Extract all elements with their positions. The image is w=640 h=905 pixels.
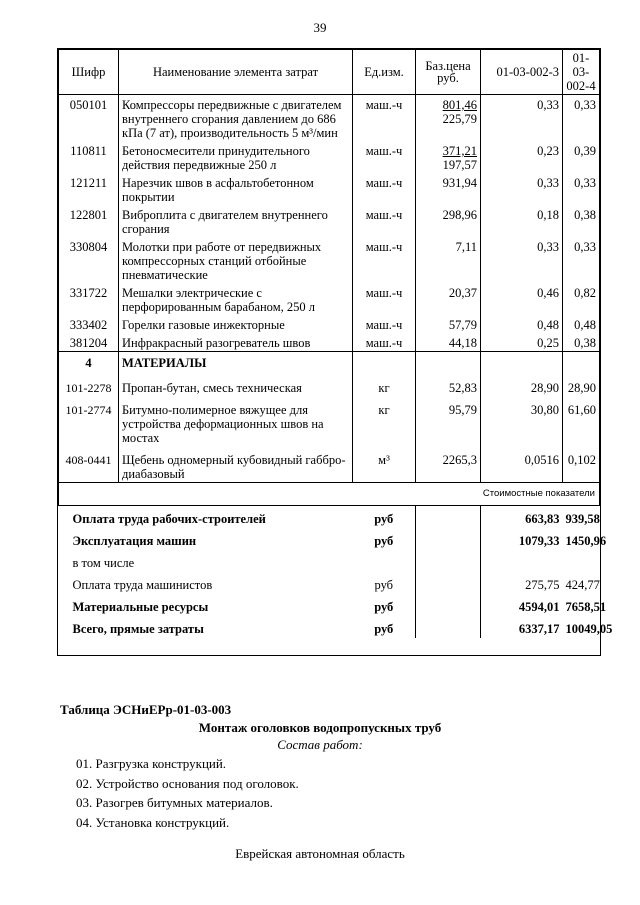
- row-price-value: 44,18: [448, 336, 477, 350]
- works-item: 04. Установка конструкций.: [76, 814, 230, 830]
- row-price-value: 371,21: [442, 144, 477, 158]
- row-value-4: 0,39: [563, 141, 600, 173]
- table-row: [59, 333, 600, 352]
- row-unit: кг: [353, 374, 416, 396]
- col-header-price: Баз.цена руб.: [416, 50, 481, 95]
- row-code: 101-2278: [59, 374, 119, 396]
- works-list: [76, 754, 299, 832]
- row-value-4: 0,33: [563, 237, 600, 283]
- row-price: [416, 333, 481, 352]
- table-row: [59, 396, 600, 446]
- table-row: [59, 95, 600, 142]
- row-price: 52,83: [416, 374, 481, 396]
- row-code: 122801: [59, 205, 119, 237]
- summary-label: Оплата труда рабочих-строителей: [72, 511, 266, 526]
- row-value-4: 0,82: [563, 283, 600, 315]
- table-row: [59, 283, 600, 315]
- row-name: Виброплита с двигателем внутреннего сгорания: [119, 205, 353, 237]
- row-name: Инфракрасный разогреватель швов: [119, 333, 353, 352]
- row-name: Горелки газовые инжекторные: [119, 315, 353, 333]
- table-row: [59, 374, 600, 396]
- table-row: [59, 446, 600, 483]
- summary-value-4: 939,58: [565, 511, 600, 526]
- summary-label: Всего, прямые затраты: [72, 621, 204, 636]
- row-code: 381204: [59, 333, 119, 352]
- row-name: Молотки при работе от передвижных компрессорных станций отбойные пневматические: [119, 237, 353, 283]
- row-name: Пропан-бутан, смесь техническая: [119, 374, 353, 396]
- row-value-3: 28,90: [481, 374, 563, 396]
- section-code: 4: [59, 352, 119, 374]
- row-name: Нарезчик швов в асфальтобетонном покрытии: [119, 173, 353, 205]
- row-unit: маш.-ч: [353, 237, 416, 283]
- summary-label: в том числе: [72, 555, 135, 570]
- summary-row: [59, 505, 600, 528]
- summary-value-4: 424,77: [565, 577, 600, 592]
- row-code: 331722: [59, 283, 119, 315]
- section-name: МАТЕРИАЛЫ: [119, 352, 353, 374]
- col-header-v4: 01-03-002-4: [563, 50, 600, 95]
- table-row: [59, 237, 600, 283]
- row-value-3: 0,33: [481, 95, 563, 142]
- row-name: Бетоносмесители принудительного действия передвижные 250 л: [119, 141, 353, 173]
- row-value-4: 0,33: [563, 95, 600, 142]
- row-price-value: 931,94: [442, 176, 477, 190]
- table-title: Таблица ЭСНиЕРр-01-03-003: [60, 702, 232, 717]
- works-item: 01. Разгрузка конструкций.: [76, 756, 227, 771]
- table-subtitle: Монтаж оголовков водопропускных труб: [198, 720, 442, 735]
- summary-unit: руб: [374, 599, 394, 614]
- summary-unit: руб: [374, 621, 394, 636]
- row-price-secondary: 197,57: [442, 158, 477, 172]
- row-value-3: 0,33: [481, 237, 563, 283]
- works-item: 02. Устройство основания под оголовок.: [76, 775, 299, 791]
- row-price-value: 20,37: [448, 286, 477, 300]
- cost-label-row: [59, 482, 600, 505]
- col-header-name: Наименование элемента затрат: [119, 50, 353, 95]
- summary-unit: [353, 550, 416, 572]
- summary-price: [416, 528, 481, 550]
- row-unit: маш.-ч: [353, 95, 416, 142]
- summary-label: Эксплуатация машин: [72, 533, 197, 548]
- row-code: 101-2774: [59, 396, 119, 446]
- table-row: [59, 173, 600, 205]
- table-row: [59, 205, 600, 237]
- summary-row: [59, 528, 600, 550]
- summary-value-4: [563, 550, 600, 572]
- summary-value-4: 10049,05: [565, 621, 613, 636]
- row-name: Щебень одномерный кубовидный габбро-диабазовый: [119, 446, 353, 483]
- row-price-value: 298,96: [442, 208, 477, 222]
- row-value-4: 0,102: [563, 446, 600, 483]
- row-code: 110811: [59, 141, 119, 173]
- row-value-3: 30,80: [481, 396, 563, 446]
- summary-unit: руб: [374, 511, 394, 526]
- row-unit: маш.-ч: [353, 205, 416, 237]
- summary-price: [416, 505, 481, 528]
- summary-unit: руб: [374, 577, 394, 592]
- summary-value-3: 1079,33: [518, 533, 560, 548]
- row-value-3: 0,48: [481, 315, 563, 333]
- summary-price: [416, 616, 481, 638]
- row-name: Битумно-полимерное вяжущее для устройства деформационных швов на мостах: [119, 396, 353, 446]
- row-price: [416, 283, 481, 315]
- row-value-4: 28,90: [563, 374, 600, 396]
- region-footer: Еврейская автономная область: [235, 846, 405, 861]
- summary-value-3: [481, 550, 563, 572]
- col-header-code: Шифр: [59, 50, 119, 95]
- row-unit: маш.-ч: [353, 141, 416, 173]
- col-header-v3: 01-03-002-3: [481, 50, 563, 95]
- row-price: [416, 315, 481, 333]
- works-item: 03. Разогрев битумных материалов.: [76, 795, 273, 810]
- row-price: 95,79: [416, 396, 481, 446]
- row-price-value: 57,79: [448, 318, 477, 332]
- row-code: 333402: [59, 315, 119, 333]
- row-value-4: 0,48: [563, 315, 600, 333]
- row-name: Компрессоры передвижные с двигателем внутреннего сгорания давлением до 686 кПа (7 ат), производительность 5 м³/мин: [119, 95, 353, 142]
- summary-row: [59, 594, 600, 616]
- summary-value-4: 7658,51: [565, 599, 607, 614]
- summary-value-4: 1450,96: [565, 533, 607, 548]
- row-value-3: 0,33: [481, 173, 563, 205]
- row-unit: кг: [353, 396, 416, 446]
- row-unit: маш.-ч: [353, 173, 416, 205]
- summary-row: [59, 616, 600, 638]
- row-value-4: 61,60: [563, 396, 600, 446]
- row-name: Мешалки электрические с перфорированным барабаном, 250 л: [119, 283, 353, 315]
- row-value-3: 0,18: [481, 205, 563, 237]
- row-code: 408-0441: [59, 446, 119, 483]
- composition-title: Состав работ:: [277, 737, 363, 752]
- summary-price: [416, 572, 481, 594]
- summary-label: Материальные ресурсы: [72, 599, 209, 614]
- summary-price: [416, 550, 481, 572]
- section-row: [59, 352, 600, 374]
- row-code: 330804: [59, 237, 119, 283]
- row-price-secondary: 225,79: [442, 112, 477, 126]
- table-header-row: [59, 50, 600, 95]
- row-price: [416, 95, 481, 142]
- row-price: 2265,3: [416, 446, 481, 483]
- row-price: [416, 173, 481, 205]
- row-price-value: 801,46: [442, 98, 477, 112]
- row-value-3: 0,25: [481, 333, 563, 352]
- cost-table: [57, 48, 613, 656]
- cost-label: Стоимостные показатели: [59, 482, 600, 505]
- summary-row: [59, 550, 600, 572]
- row-value-4: 0,38: [563, 205, 600, 237]
- row-code: 121211: [59, 173, 119, 205]
- page-number: 39: [313, 20, 327, 35]
- summary-value-3: 275,75: [525, 577, 560, 592]
- summary-unit: руб: [374, 533, 394, 548]
- row-value-3: 0,23: [481, 141, 563, 173]
- row-unit: маш.-ч: [353, 315, 416, 333]
- summary-row: [59, 572, 600, 594]
- table-row: [59, 141, 600, 173]
- row-unit: маш.-ч: [353, 283, 416, 315]
- row-price: [416, 205, 481, 237]
- row-unit: маш.-ч: [353, 333, 416, 352]
- row-price: [416, 141, 481, 173]
- row-value-4: 0,38: [563, 333, 600, 352]
- row-price: [416, 237, 481, 283]
- col-header-unit: Ед.изм.: [353, 50, 416, 95]
- summary-value-3: 663,83: [525, 511, 560, 526]
- row-code: 050101: [59, 95, 119, 142]
- row-price-value: 7,11: [455, 240, 477, 254]
- table-row: [59, 315, 600, 333]
- summary-price: [416, 594, 481, 616]
- row-value-3: 0,0516: [481, 446, 563, 483]
- summary-value-3: 6337,17: [518, 621, 560, 636]
- row-unit: м³: [353, 446, 416, 483]
- summary-value-3: 4594,01: [518, 599, 560, 614]
- row-value-4: 0,33: [563, 173, 600, 205]
- summary-label: Оплата труда машинистов: [72, 577, 213, 592]
- row-value-3: 0,46: [481, 283, 563, 315]
